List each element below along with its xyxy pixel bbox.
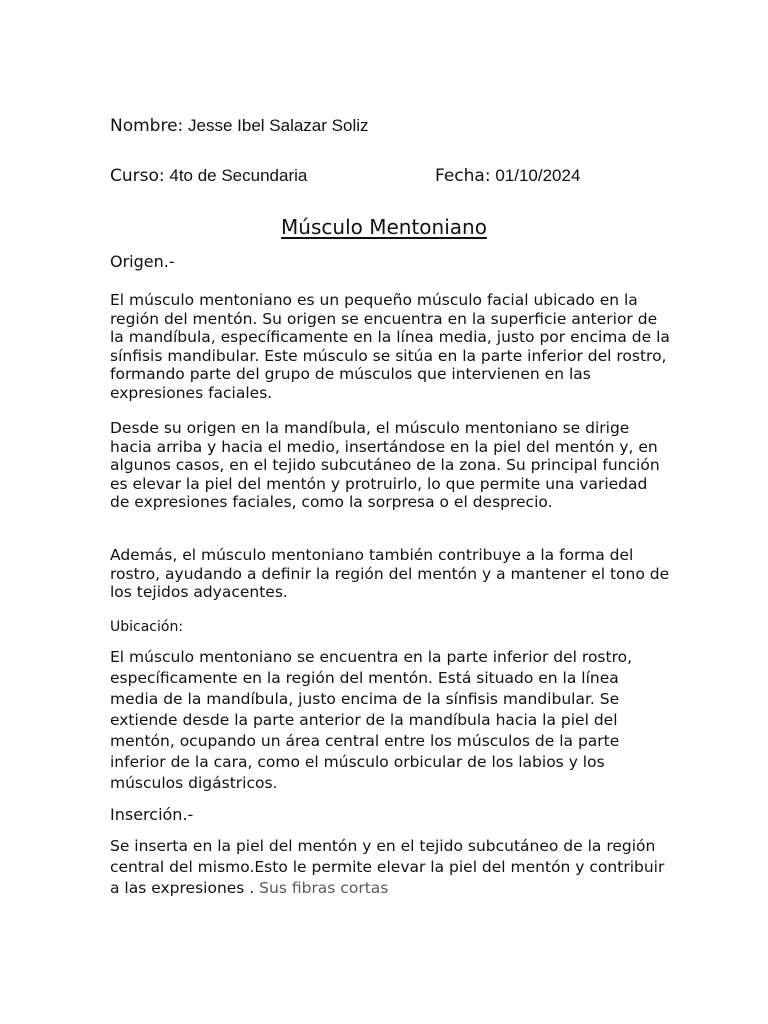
insertion-heading: Inserción.- <box>110 805 194 824</box>
date-label: Fecha: <box>435 166 491 186</box>
student-name-line <box>110 116 369 136</box>
course-value: 4to de Secundaria <box>169 166 308 185</box>
location-heading: Ubicación: <box>110 619 184 635</box>
name-label: Nombre: <box>110 116 184 136</box>
insertion-text: Se inserta en la piel del mentón y en el tejido subcutáneo de la región central del mismo.Esto le permite elevar la piel del mentón y contribuir a las expresiones . <box>110 837 665 897</box>
course-label: Curso: <box>110 166 165 186</box>
date-line <box>435 166 580 186</box>
origin-heading: Origen.- <box>110 252 175 271</box>
location-paragraph: El músculo mentoniano se encuentra en la parte inferior del rostro, específicamente en la región del mentón. Está situado en la línea media de la mandíbula, justo encima de la sínfisis mandibular. Se extiende desde la parte anterior de la mandíbula hacia la piel del mentón, ocupando un área central entre los músculos de la parte inferior de la cara, como el músculo orbicular de los labios y los músculos digástricos. <box>110 648 633 792</box>
course-line <box>110 166 307 186</box>
origin-paragraph-1: El músculo mentoniano es un pequeño músculo facial ubicado en la región del mentón. Su origen se encuentra en la superficie anterior de la mandíbula, específicamente en la línea media, justo por encima de la sínfisis mandibular. Este músculo se sitúa en la parte inferior del rostro, formando parte del grupo de músculos que intervienen en las expresiones faciales. <box>110 291 670 402</box>
date-value: 01/10/2024 <box>495 166 581 185</box>
document-title: Músculo Mentoniano <box>281 215 487 239</box>
insertion-faded-text: Sus fibras cortas <box>259 879 389 897</box>
insertion-paragraph <box>110 836 670 899</box>
origin-paragraph-2: Desde su origen en la mandíbula, el músculo mentoniano se dirige hacia arriba y hacia el medio, insertándose en la piel del mentón y, en algunos casos, en el tejido subcutáneo de la zona. Su principal función es elevar la piel del mentón y protruirlo, lo que permite una variedad de expresiones faciales, como la sorpresa o el desprecio. <box>110 419 660 511</box>
origin-paragraph-3: Además, el músculo mentoniano también contribuye a la forma del rostro, ayudando a definir la región del mentón y a mantener el tono de los tejidos adyacentes. <box>110 546 670 601</box>
name-value: Jesse Ibel Salazar Soliz <box>188 116 369 135</box>
